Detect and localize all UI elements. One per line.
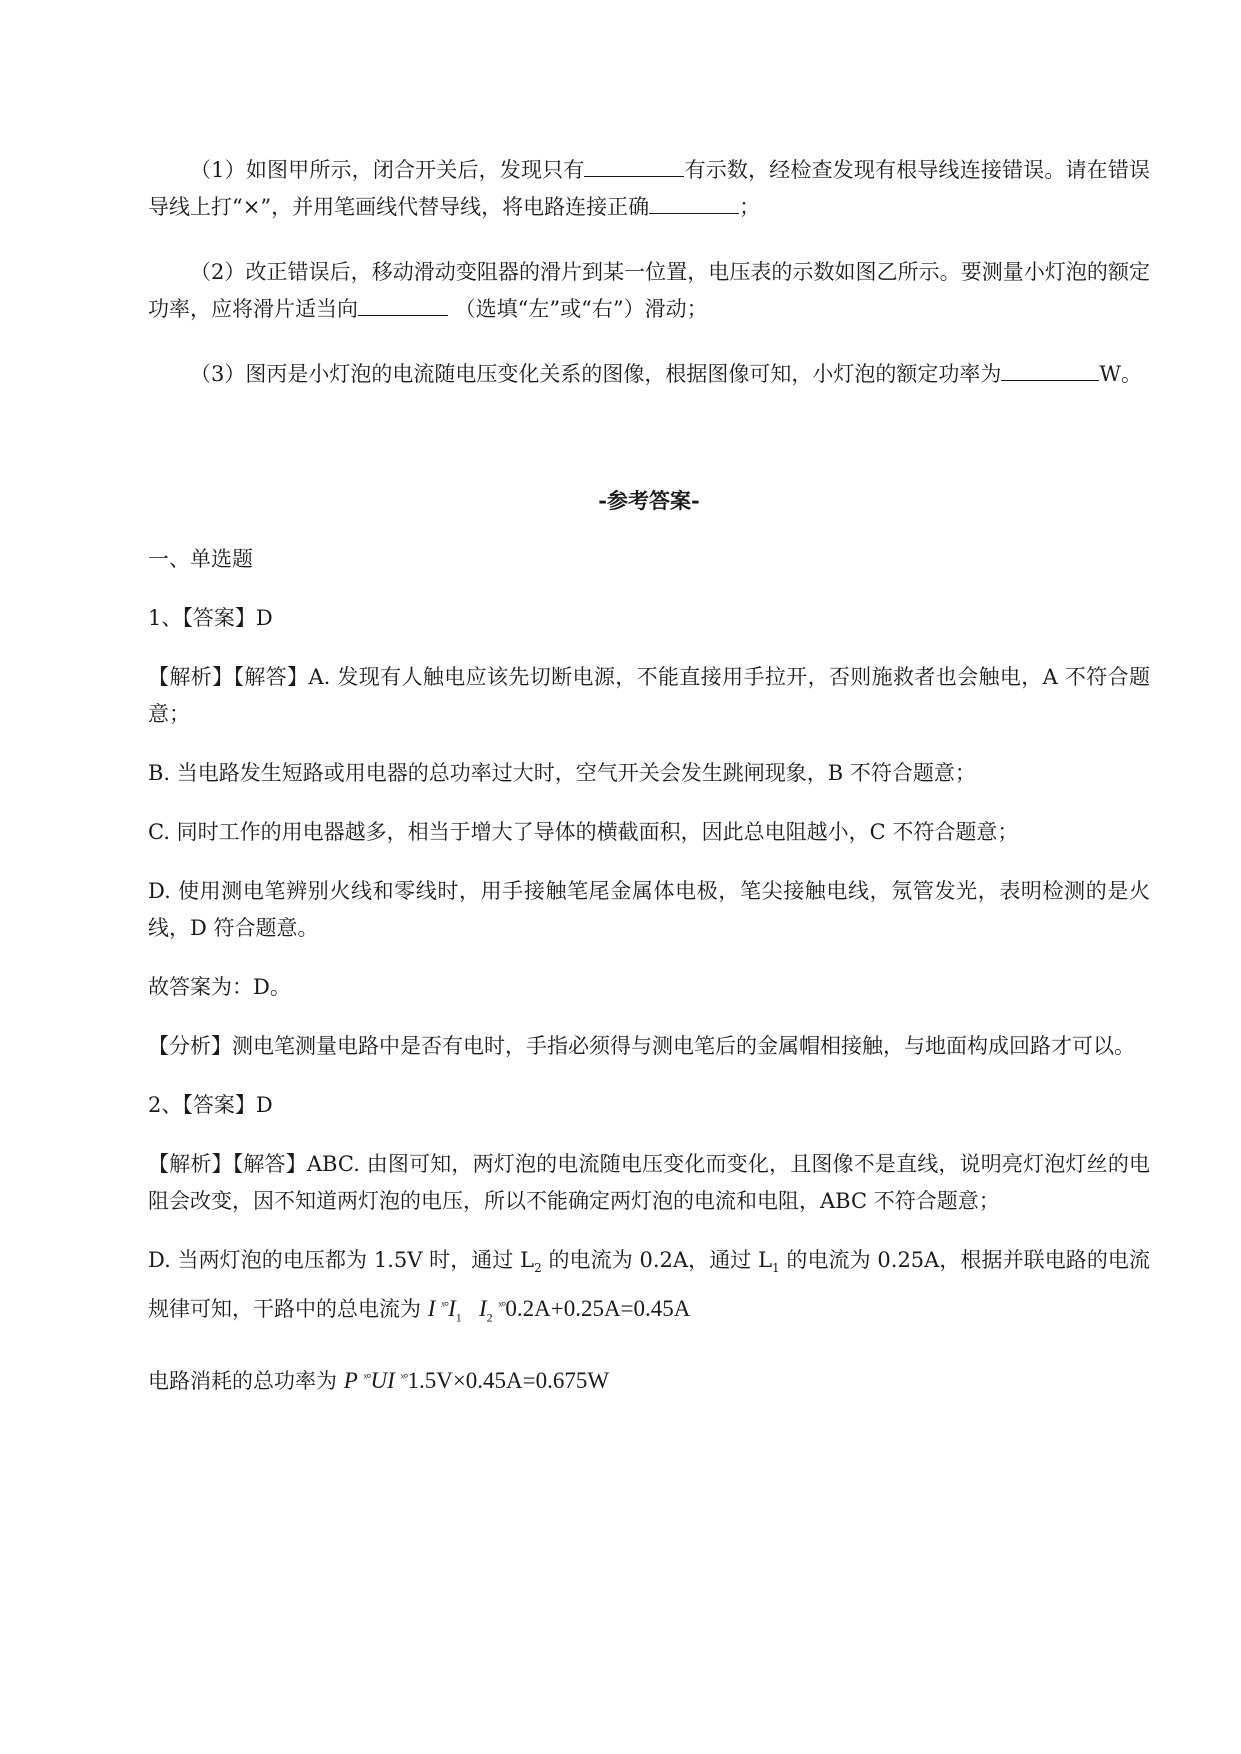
answer-1-analysis: 【解析】【解答】A. 发现有人触电应该先切断电源，不能直接用手拉开，否则施救者也会触电，A 不符合题意； (148, 665, 1150, 726)
answer-2-header: 2、【答案】D (148, 1093, 273, 1117)
answer-blank (358, 293, 448, 316)
answer-2-power (148, 1359, 1150, 1400)
question-label: （3） (190, 362, 246, 386)
current-equation (427, 1296, 691, 1325)
math-var-i2: I (479, 1296, 487, 1322)
section-heading: 一、单选题 (148, 547, 253, 571)
subscript: 1 (455, 1310, 462, 1325)
answer-text: 电路消耗的总功率为 (148, 1368, 344, 1393)
answer-blank (584, 154, 684, 177)
answer-blank (1001, 358, 1099, 381)
math-result: 0.2A+0.25A=0.45A (505, 1296, 691, 1322)
question-label: （2） (190, 260, 246, 284)
equals-glyph-icon: ˣ° (400, 1369, 408, 1385)
math-var-p: P (343, 1367, 358, 1393)
answer-1-option-c: C. 同时工作的用电器越多，相当于增大了导体的横截面积，因此总电阻越小，C 不符合题意； (148, 820, 1019, 844)
question-text: 如图甲所示，闭合开关后，发现只有 (245, 158, 585, 182)
question-text: 有示数，经检查发现有根导线连接错误。请在错误导线上打“×”，并用笔画线代替导线，将电路连接正确 (148, 158, 1151, 219)
question-3-1 (148, 152, 1150, 226)
question-label: （1） (190, 158, 246, 182)
answer-text: D. 当两灯泡的电压都为 1.5V 时，通过 L (148, 1248, 535, 1272)
math-var-ui: UI (370, 1367, 395, 1393)
answer-1-header: 1、【答案】D (148, 606, 273, 630)
answer-2-analysis: 【解析】【解答】ABC. 由图可知，两灯泡的电流随电压变化而变化，且图像不是直线，说明亮灯泡灯丝的电阻会改变，因不知道两灯泡的电压，所以不能确定两灯泡的电流和电阻，ABC 不符合题意； (148, 1152, 1150, 1213)
question-text: 图丙是小灯泡的电流随电压变化关系的图像，根据图像可知，小灯泡的额定功率为 (245, 362, 1002, 386)
answer-1-option-b: B. 当电路发生短路或用电器的总功率过大时，空气开关会发生跳闸现象，B 不符合题意； (148, 761, 976, 785)
answer-text: 的电流为 0.2A，通过 L (541, 1248, 773, 1272)
math-var-i1: I (448, 1296, 456, 1322)
equals-glyph-icon: ˣ° (441, 1298, 449, 1314)
question-3-3 (148, 356, 1150, 393)
answer-1-note: 【分析】测电笔测量电路中是否有电时，手指必须得与测电笔后的金属帽相接触，与地面构成回路才可以。 (148, 1034, 1135, 1058)
answer-blank (649, 191, 739, 214)
question-text: （选填“左”或“右”）滑动； (448, 297, 708, 321)
subscript: 2 (534, 1261, 542, 1276)
answer-section-title: -参考答案- (598, 488, 700, 513)
question-text: ； (739, 195, 761, 219)
subscript: 1 (772, 1261, 780, 1276)
subscript: 2 (486, 1310, 493, 1325)
equals-glyph-icon: ˣ° (363, 1369, 371, 1385)
answer-1-option-d: D. 使用测电笔辨别火线和零线时，用手接触笔尾金属体电极，笔尖接触电线，氖管发光，表明检测的是火线，D 符合题意。 (148, 879, 1150, 940)
document-page (148, 152, 1150, 1400)
question-3-2 (148, 254, 1150, 328)
math-result: 1.5V×0.45A=0.675W (407, 1367, 610, 1393)
question-text: W。 (1099, 362, 1142, 386)
answer-text: 的电流为 0.25A，根据并联电路的电流规律可知，干路中的总电流为 (148, 1248, 1150, 1322)
power-equation (344, 1368, 609, 1393)
math-var-i: I (427, 1296, 436, 1322)
equals-glyph-icon: ˣ° (498, 1298, 506, 1314)
answer-1-conclusion: 故答案为：D。 (148, 975, 291, 999)
question-text: 改正错误后，移动滑动变阻器的滑片到某一位置，电压表的示数如图乙所示。要测量小灯泡的额定功率，应将滑片适当向 (148, 260, 1150, 321)
answer-2-option-d (148, 1242, 1150, 1337)
